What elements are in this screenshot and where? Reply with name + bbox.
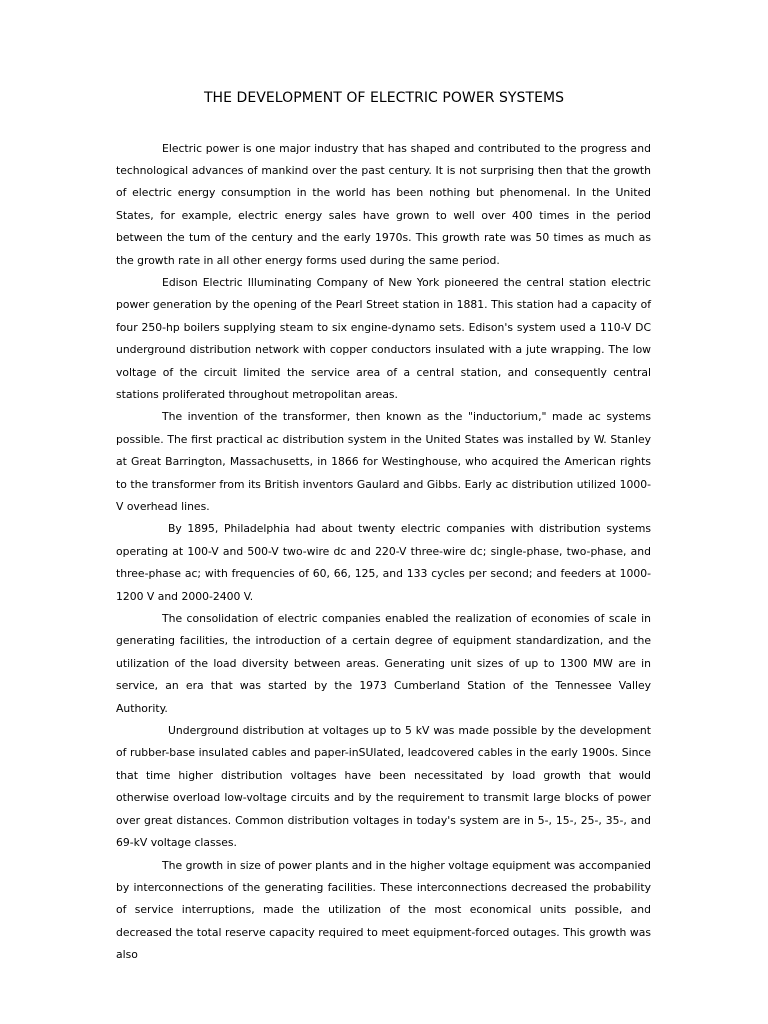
paragraph-5: The consolidation of electric companies enabled the realization of economies of scale in generating facilities, the introduction of a certain degree of equipment standardization, and the utilization of the load diversity between areas. Generating unit sizes of up to 1300 MW are in service, an era that was started by the 1973 Cumberland Station of the Tennessee Valley Authority. (116, 612, 651, 715)
paragraph-1: Electric power is one major industry that has shaped and contributed to the progress and technological advances of mankind over the past century. It is not surprising then that the growth of electric energy consumption in the world has been nothing but phenomenal. In the United States, for example, electric energy sales have grown to well over 400 times in the period between the tum of the century and the early 1970s. This growth rate was 50 times as much as the growth rate in all other energy forms used during the same period. (116, 141, 651, 267)
paragraph-6: Underground distribution at voltages up to 5 kV was made possible by the development of rubber-base insulated cables and paper-inSUlated, leadcovered cables in the early 1900s. Since that time higher distribution voltages have been necessitated by load growth that would otherwise overload low-voltage circuits and by the requirement to transmit large blocks of power over great distances. Common distribution voltages in today's system are in 5-, 15-, 25-, 35-, and 69-kV voltage classes. (116, 724, 651, 850)
paragraph-4: By 1895, Philadelphia had about twenty electric companies with distribution systems operating at 100-V and 500-V two-wire dc and 220-V three-wire dc; single-phase, two-phase, and three-phase ac; with frequencies of 60, 66, 125, and 133 cycles per second; and feeders at 1000-1200 V and 2000-2400 V. (116, 522, 651, 603)
paragraph-3: The invention of the transformer, then known as the "inductorium," made ac systems possible. The first practical ac distribution system in the United States was installed by W. Stanley at Great Barrington, Massachusetts, in 1866 for Westinghouse, who acquired the American rights to the transformer from its British inventors Gaulard and Gibbs. Early ac distribution utilized 1000-V overhead lines. (116, 410, 651, 513)
page-title: THE DEVELOPMENT OF ELECTRIC POWER SYSTEMS (203, 90, 565, 106)
document-body (116, 138, 651, 967)
paragraph-7: The growth in size of power plants and in the higher voltage equipment was accompanied by interconnections of the generating facilities. These interconnections decreased the probability of service interruptions, made the utilization of the most economical units possible, and decreased the total reserve capacity required to meet equipment-forced outages. This growth was also (116, 858, 651, 962)
paragraph-2: Edison Electric Illuminating Company of New York pioneered the central station electric power generation by the opening of the Pearl Street station in 1881. This station had a capacity of four 250-hp boilers supplying steam to six engine-dynamo sets. Edison's system used a 110-V DC underground distribution network with copper conductors insulated with a jute wrapping. The low voltage of the circuit limited the service area of a central station, and consequently central stations proliferated throughout metropolitan areas. (116, 275, 651, 401)
